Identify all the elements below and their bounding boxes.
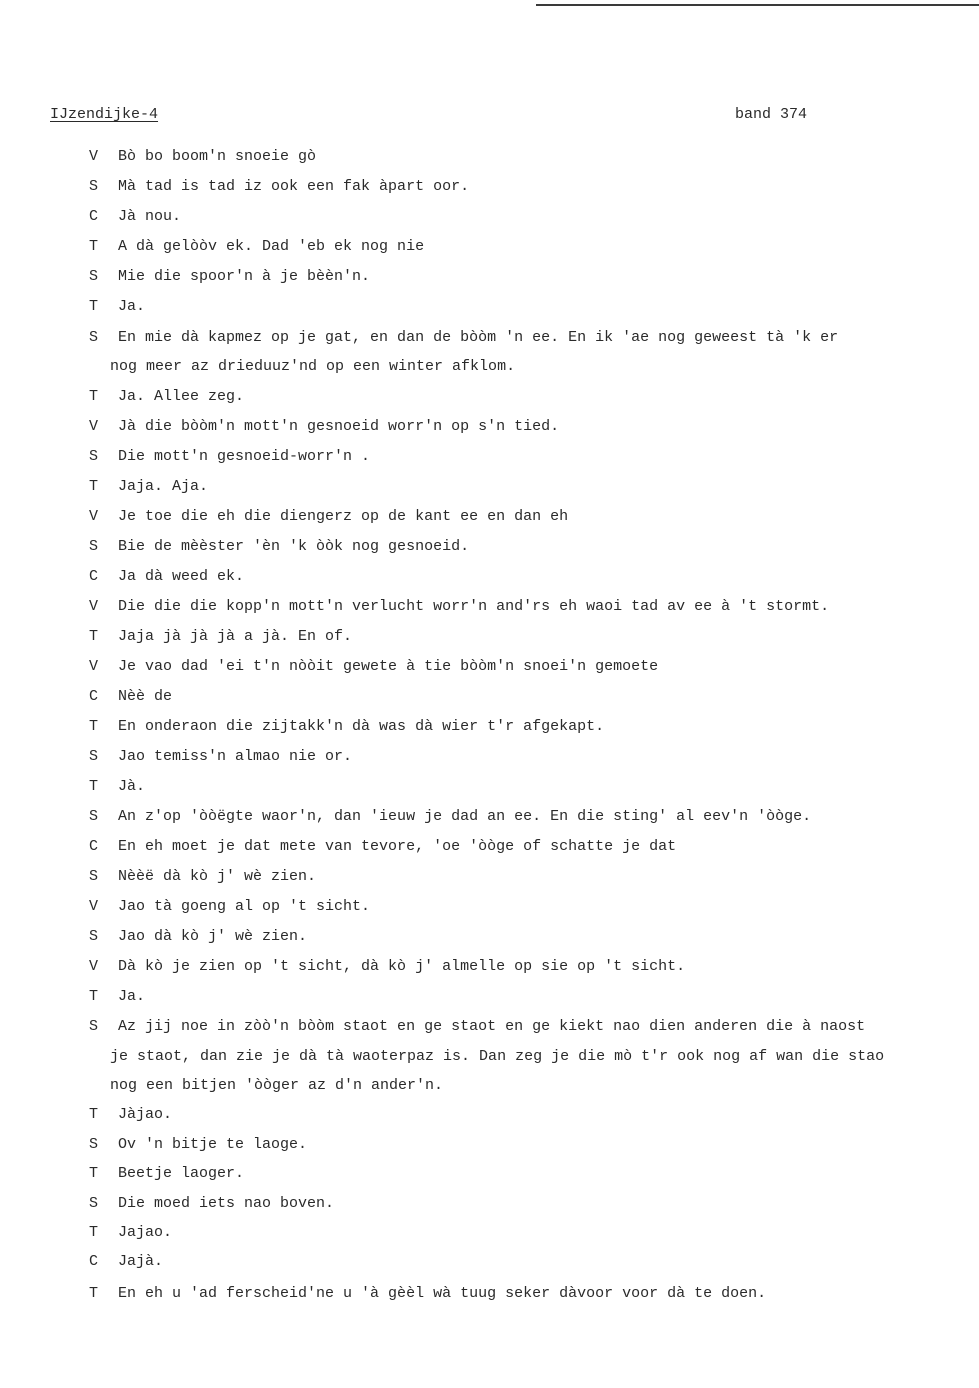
transcript-line [89, 329, 838, 347]
transcript-line [89, 1224, 172, 1242]
utterance: A dà gelòòv ek. Dad 'eb ek nog nie [118, 238, 425, 255]
utterance: Nèèë dà kò j' wè zien. [118, 868, 317, 885]
utterance: Ja dà weed ek. [118, 568, 245, 585]
speaker: V [89, 508, 99, 525]
utterance: En eh moet je dat mete van tevore, 'oe 'òòge of schatte je dat [118, 838, 677, 855]
utterance: Je toe die eh die diengerz op de kant ee en dan eh [118, 508, 569, 525]
speaker: T [89, 718, 99, 735]
utterance: Jaja. Aja. [118, 478, 209, 495]
transcript-line [89, 1195, 334, 1213]
utterance: Bò bo boom'n snoeie gò [118, 148, 317, 165]
speaker: T [89, 1165, 99, 1182]
transcript-line [89, 538, 469, 556]
utterance: Az jij noe in zòò'n bòòm staot en ge staot en ge kiekt nao dien anderen die à naost [118, 1018, 866, 1035]
transcript-line [89, 598, 829, 616]
speaker: V [89, 418, 99, 435]
speaker: S [89, 1195, 99, 1212]
utterance: Jà die bòòm'n mott'n gesnoeid worr'n op s'n tied. [118, 418, 560, 435]
transcript-line [89, 778, 145, 796]
transcript-line [89, 148, 316, 166]
speaker: S [89, 178, 99, 195]
transcript-line [89, 268, 370, 286]
utterance: Jà. [118, 778, 146, 795]
utterance: Jaja jà jà jà a jà. En of. [118, 628, 353, 645]
transcript-line [89, 1136, 307, 1154]
utterance: Jàjao. [118, 1106, 173, 1123]
transcript-line [89, 808, 811, 826]
speaker: C [89, 208, 99, 225]
utterance: Die moed iets nao boven. [118, 1195, 335, 1212]
speaker: C [89, 688, 99, 705]
speaker: S [89, 1136, 99, 1153]
transcript-line [89, 298, 145, 316]
speaker: T [89, 388, 99, 405]
speaker: S [89, 748, 99, 765]
utterance: En mie dà kapmez op je gat, en dan de bòòm 'n ee. En ik 'ae nog geweest tà 'k er [118, 329, 839, 346]
utterance: Ja. Allee zeg. [118, 388, 245, 405]
top-rule [536, 4, 979, 6]
transcript-line [89, 688, 172, 706]
utterance: Ja. [118, 298, 146, 315]
transcript-line-continuation: nog meer az drieduuz'nd op een winter afklom. [110, 358, 516, 375]
transcript-line [89, 838, 676, 856]
speaker: S [89, 448, 99, 465]
utterance: Je vao dad 'ei t'n nòòit gewete à tie bòòm'n snoei'n gemoete [118, 658, 659, 675]
speaker: S [89, 808, 99, 825]
transcript-line [89, 508, 568, 526]
utterance: Beetje laoger. [118, 1165, 245, 1182]
transcript-line [89, 748, 352, 766]
utterance: En eh u 'ad ferscheid'ne u 'à gèèl wà tuug seker dàvoor voor dà te doen. [118, 1285, 767, 1302]
transcript-line [89, 208, 181, 226]
transcript-line [89, 1018, 865, 1036]
speaker: T [89, 988, 99, 1005]
transcript-line-continuation: nog een bitjen 'òòger az d'n ander'n. [110, 1077, 444, 1094]
speaker: T [89, 778, 99, 795]
speaker: S [89, 928, 99, 945]
utterance: Ja. [118, 988, 146, 1005]
speaker: T [89, 628, 99, 645]
utterance: Jajao. [118, 1224, 173, 1241]
transcript-line [89, 718, 604, 736]
transcript-line [89, 1165, 244, 1183]
transcript-line [89, 628, 352, 646]
utterance: Nèè de [118, 688, 173, 705]
speaker: V [89, 598, 99, 615]
transcript-line [89, 238, 424, 256]
transcript-line [89, 658, 658, 676]
speaker: C [89, 1253, 99, 1270]
utterance: Bie de mèèster 'èn 'k òòk nog gesnoeid. [118, 538, 470, 555]
utterance: Dà kò je zien op 't sicht, dà kò j' almelle op sie op 't sicht. [118, 958, 686, 975]
transcript-line [89, 988, 145, 1006]
transcript-line [89, 1106, 172, 1124]
transcript-line [89, 418, 559, 436]
speaker: T [89, 1106, 99, 1123]
speaker: T [89, 478, 99, 495]
speaker: C [89, 838, 99, 855]
speaker: S [89, 329, 99, 346]
document-title: IJzendijke-4 [50, 106, 159, 123]
transcript-line [89, 928, 307, 946]
speaker: V [89, 148, 99, 165]
transcript-line [89, 1285, 766, 1303]
transcript-line [89, 898, 370, 916]
utterance: Mà tad is tad iz ook een fak àpart oor. [118, 178, 470, 195]
speaker: V [89, 658, 99, 675]
speaker: T [89, 1224, 99, 1241]
transcript-line [89, 478, 208, 496]
speaker: S [89, 1018, 99, 1035]
utterance: An z'op 'òòëgte waor'n, dan 'ieuw je dad an ee. En die sting' al eev'n 'òòge. [118, 808, 812, 825]
utterance: Mie die spoor'n à je bèèn'n. [118, 268, 371, 285]
utterance: Ov 'n bitje te laoge. [118, 1136, 308, 1153]
tape-number: band 374 [735, 106, 808, 123]
utterance: Die mott'n gesnoeid-worr'n . [118, 448, 371, 465]
transcript-line [89, 568, 244, 586]
transcript-line [89, 388, 244, 406]
utterance: Jà nou. [118, 208, 182, 225]
utterance: Die die die kopp'n mott'n verlucht worr'n and'rs eh waoi tad av ee à 't stormt. [118, 598, 830, 615]
speaker: T [89, 1285, 99, 1302]
speaker: S [89, 538, 99, 555]
utterance: Jajà. [118, 1253, 164, 1270]
transcript-line [89, 1253, 163, 1271]
speaker: C [89, 568, 99, 585]
utterance: Jao temiss'n almao nie or. [118, 748, 353, 765]
transcript-line [89, 178, 469, 196]
speaker: T [89, 238, 99, 255]
speaker: S [89, 868, 99, 885]
speaker: V [89, 898, 99, 915]
speaker: V [89, 958, 99, 975]
utterance: Jao tà goeng al op 't sicht. [118, 898, 371, 915]
utterance: En onderaon die zijtakk'n dà was dà wier t'r afgekapt. [118, 718, 605, 735]
transcript-line [89, 448, 370, 466]
transcript-line [89, 868, 316, 886]
transcript-line [89, 958, 685, 976]
speaker: T [89, 298, 99, 315]
speaker: S [89, 268, 99, 285]
transcript-line-continuation: je staot, dan zie je dà tà waoterpaz is. Dan zeg je die mò t'r ook nog af wan die stao [110, 1048, 885, 1065]
utterance: Jao dà kò j' wè zien. [118, 928, 308, 945]
